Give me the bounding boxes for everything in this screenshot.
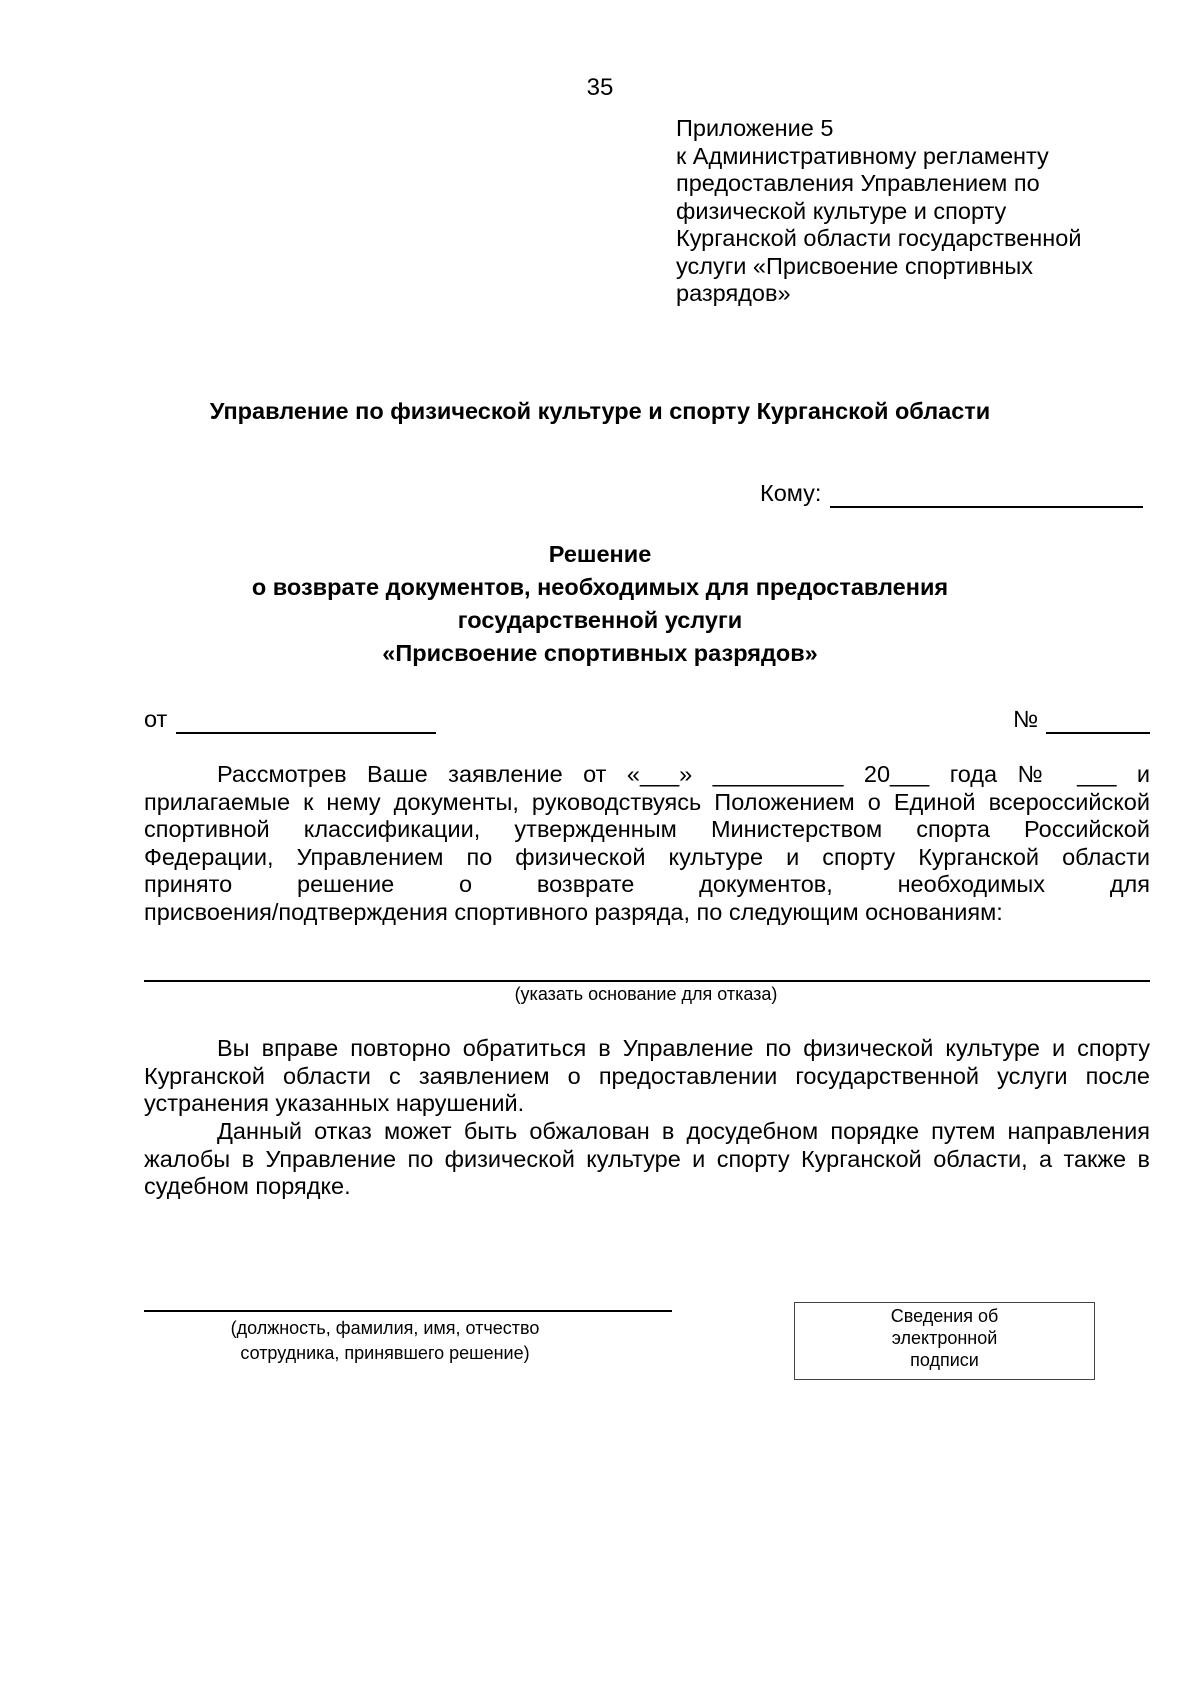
organization-title: Управление по физической культуре и спорту Курганской области — [209, 398, 991, 424]
reason-blank-line — [144, 980, 1150, 982]
paragraph-line: устранения указанных нарушений. — [144, 1090, 525, 1116]
appendix-line: физической культуре и спорту — [676, 197, 1007, 224]
appendix-line: услуги «Присвоение спортивных — [676, 252, 1033, 279]
electronic-signature-box — [794, 1302, 1095, 1380]
paragraph-line: судебном порядке. — [144, 1173, 351, 1199]
paragraph-line: жалобы в Управление по физической культуре и спорту Курганской области, а также в — [144, 1145, 1150, 1172]
paragraph-line: Курганской области с заявлением о предоставлении государственной услуги после — [144, 1062, 1150, 1089]
recipient-label: Кому: — [760, 480, 822, 506]
date-label: от — [144, 706, 168, 732]
esign-line: подписи — [910, 1350, 979, 1370]
esign-line: Сведения об — [890, 1306, 999, 1326]
paragraph-line: Данный отказ может быть обжалован в досудебном порядке путем направления — [217, 1118, 1150, 1144]
paragraph-line: Вы вправе повторно обратиться в Управление по физической культуре и спорту — [217, 1035, 1150, 1061]
paragraph-decision — [144, 761, 1150, 926]
decision-subtitle-line: о возврате документов, необходимых для предоставления — [251, 574, 949, 600]
paragraph-line: прилагаемые к нему документы, руководствуясь Положением о Единой всероссийской — [144, 788, 1150, 815]
appendix-line: к Административному регламенту — [676, 142, 1049, 169]
signature-caption — [190, 1316, 580, 1366]
signature-caption-line: сотрудника, принявшего решение) — [240, 1343, 530, 1363]
recipient-blank-line — [830, 506, 1143, 508]
decision-title-block — [0, 538, 1200, 670]
appendix-line: предоставления Управлением по — [676, 170, 1040, 196]
paragraph-line: спортивной классификации, утвержденным Министерством спорта Российской — [144, 816, 1150, 842]
page-number: 35 — [586, 74, 614, 101]
date-blank-line — [176, 732, 436, 734]
signature-caption-line: (должность, фамилия, имя, отчество — [230, 1318, 540, 1338]
number-label: № — [1013, 706, 1039, 732]
reason-caption: (указать основание для отказа) — [514, 984, 778, 1004]
decision-subtitle-line: государственной услуги — [457, 607, 743, 633]
paragraph-line: Рассмотрев Ваше заявление от «___» __________ 20___ года № ___ и — [217, 761, 1150, 787]
recipient-field — [760, 480, 821, 507]
decision-title: Решение — [548, 541, 652, 567]
paragraph-appeal — [144, 1118, 1150, 1201]
appendix-line: Курганской области государственной — [676, 225, 1082, 251]
number-field — [1013, 706, 1038, 733]
paragraph-line: принято решение о возврате документов, необходимых для — [144, 871, 1150, 897]
esign-line: электронной — [891, 1328, 998, 1348]
number-blank-line — [1046, 732, 1150, 734]
date-field — [144, 706, 167, 733]
decision-subtitle-line: «Присвоение спортивных разрядов» — [382, 640, 818, 666]
appendix-line: разрядов» — [676, 280, 791, 306]
appendix-header — [676, 115, 1116, 308]
paragraph-reapply — [144, 1035, 1150, 1118]
signature-blank-line — [144, 1310, 672, 1312]
appendix-line: Приложение 5 — [676, 115, 834, 141]
paragraph-line: Федерации, Управлением по физической культуре и спорту Курганской области — [144, 843, 1150, 870]
paragraph-line: присвоения/подтверждения спортивного разряда, по следующим основаниям: — [144, 898, 1003, 925]
